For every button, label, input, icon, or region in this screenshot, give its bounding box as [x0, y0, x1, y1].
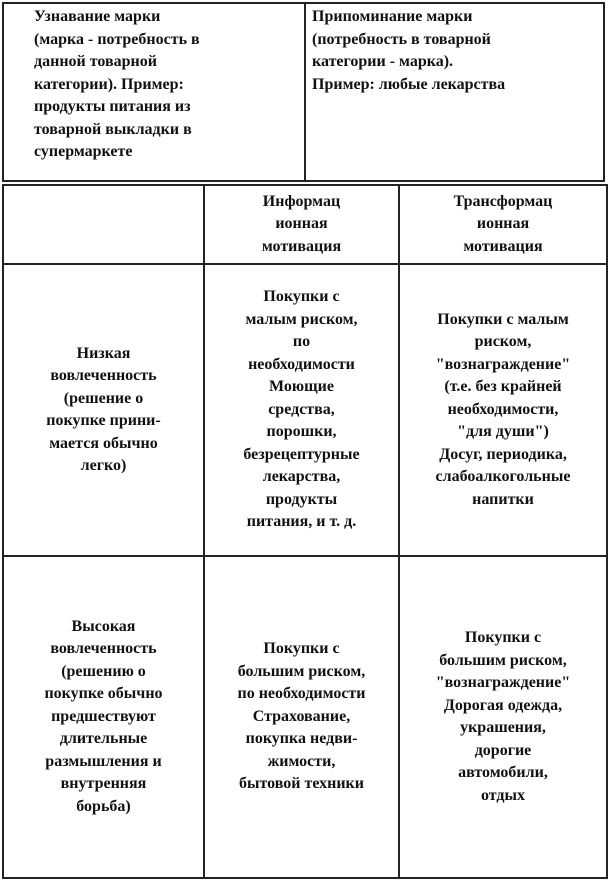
motivation-involvement-matrix: [2, 184, 608, 879]
brand-recognition-cell: Узнавание марки (марка - потребность в данной товарной категории). Пример: продукты питания из товарной выкладки в супермаркете: [34, 8, 200, 160]
header-informational: Информац ионная мотивация: [261, 192, 342, 255]
cell-high-transformational: Покупки с большим риском, "вознаграждение" Дорогая одежда, украшения, дорогие автомобили, отдых: [435, 629, 571, 804]
cell-low-informational: Покупки с малым риском, по необходимости Моющие средства, порошки, безрецептурные лекарства, продукты питания, и т. д.: [243, 288, 360, 531]
column-divider: [304, 4, 306, 180]
brand-awareness-table: [2, 2, 605, 182]
brand-recall-cell: Припоминание марки (потребность в товарной категории - марка). Пример: любые лекарства: [312, 8, 506, 93]
cell-high-informational: Покупки с большим риском, по необходимости Страхование, покупка недви- жимости, бытовой техники: [237, 640, 366, 793]
cell-low-transformational: Покупки с малым риском, "вознаграждение" (т.е. без крайней необходимости, "для души") Досуг, периодика, слабоалкогольные напитки: [435, 310, 571, 508]
header-empty-cell: [4, 186, 203, 263]
header-transformational: Трансформац ионная мотивация: [453, 192, 553, 255]
row-label-high-involvement: Высокая вовлеченность (решению о покупке обычно предшествуют длительные размышления и внутренняя борьба): [44, 617, 163, 815]
row-label-low-involvement: Низкая вовлеченность (решение о покупке прини- мается обычно легко): [46, 344, 161, 474]
